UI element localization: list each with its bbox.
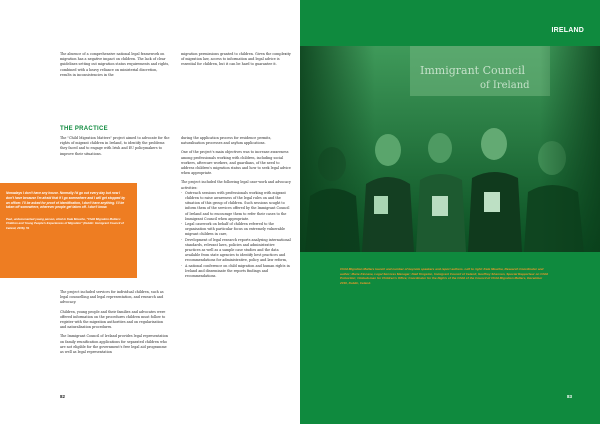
right-column-body — [181, 136, 291, 279]
quote-box — [0, 183, 137, 278]
right-page — [300, 0, 600, 424]
list-item: - A national conference on child migration and human rights in Ireland and disseminate the reports findings and recommendations. — [185, 264, 291, 280]
group-photo — [300, 46, 600, 252]
body-paragraph-1: The project included services for individual children, such as legal counselling and legal representation, and research and advocacy. — [60, 290, 164, 305]
list-intro: The project included the following legal case-work and advocacy activities: — [181, 180, 291, 190]
photo-caption: Child Migration Matters launch and number of keynote speakers and report authors. Left to right: Kate Mouche, Research Coordinator and author; Marie Kinnane, Legal Services Manager; Niall Kingston, Immigrant Council of Ireland; Geoffrey Shannon, Special Rapporteur on Child Protection; Ombudsman for Children's Office; Coordinator for the Rights of the Child of the Council of Child Migration Matters, December 2016, Dublin, Ireland. — [340, 267, 548, 285]
list-item: - Development of legal research reports analysing international standards, relevant laws, policies and administrative practices as well as a sample case studies and the data available from state agencies to identify best practices and recommendations for administrative, policy and law reform, — [185, 238, 291, 264]
right-column-intro — [181, 52, 291, 72]
quote-citation: Paul, undocumented young person, cited in Kate Mouche, "Child Migration Matters: Children and Young People's Experiences of Migration" (Dublin: Immigrant Council of Ireland, 2016), 51 — [6, 217, 124, 230]
intro-continuation: migration permissions granted to children. Given the complexity of migration law, access to information and legal advice is essential for children, but it can be hard to guarantee it. — [181, 52, 291, 67]
section-heading: THE PRACTICE — [60, 126, 108, 132]
page-number-right: 83 — [566, 394, 572, 399]
left-column-intro — [60, 52, 170, 82]
activity-list — [181, 191, 291, 279]
body-paragraph-2: Children, young people and their families and advocates were offered information on the procedures children must follow to register with the migration authorities and on regularisation and naturalisation procedures. — [60, 309, 166, 330]
practice-paragraph: The "Child Migration Matters" project aimed to advocate for the rights of migrant children in Ireland, to identify the problems they faced and to engage with Irish and EU policymakers to improve their situations. — [60, 136, 170, 156]
list-item: - Legal casework on behalf of children referred to the organisation with particular focus on extremely vulnerable migrant children in care, — [185, 222, 291, 238]
country-label: IRELAND — [551, 27, 584, 34]
photo-illustration — [300, 46, 600, 252]
list-item: - Outreach sessions with professionals working with migrant children to raise awareness of the legal rules on and the situation of this group of children. Such sessions sought to inform them of the services offered by the Immigrant Council of Ireland and to encourage them to refer their cases to the Immigrant Council when appropriate. — [185, 191, 291, 222]
page-number-left: 82 — [60, 394, 66, 399]
body-paragraph-5: One of the project's main objectives was to increase awareness among professionals working with children, including social workers, aftercare workers, and guardians, of the need to address children's migration status and how to seek legal advice when appropriate. — [181, 150, 291, 176]
quote-text: Nowadays I don't have any house. Normally I'd go out every day but now I don't have because I'm afraid that if I go somewhere and I will get stopped by an officer. I'll be asked for proof of identification, I don't have anything. I'll be taken off somewhere, wherever people get taken off. I don't know. — [6, 191, 126, 210]
intro-paragraph: The absence of a comprehensive national legal framework on migration has a negative impact on children. The lack of clear guidelines setting out migration status requirements and rights, combined with a heavy reliance on ministerial discretion, results in inconsistencies in the — [60, 52, 170, 77]
body-paragraph-4: during the application process for residence permits, naturalisation processes and asylum applications. — [181, 136, 272, 146]
practice-column — [60, 136, 170, 161]
left-column-body — [60, 290, 170, 359]
body-paragraph-3: The Immigrant Council of Ireland provides legal representation on family reunification applications for separated children who are not eligible for the government's free legal aid programme as well as legal representation — [60, 334, 169, 355]
